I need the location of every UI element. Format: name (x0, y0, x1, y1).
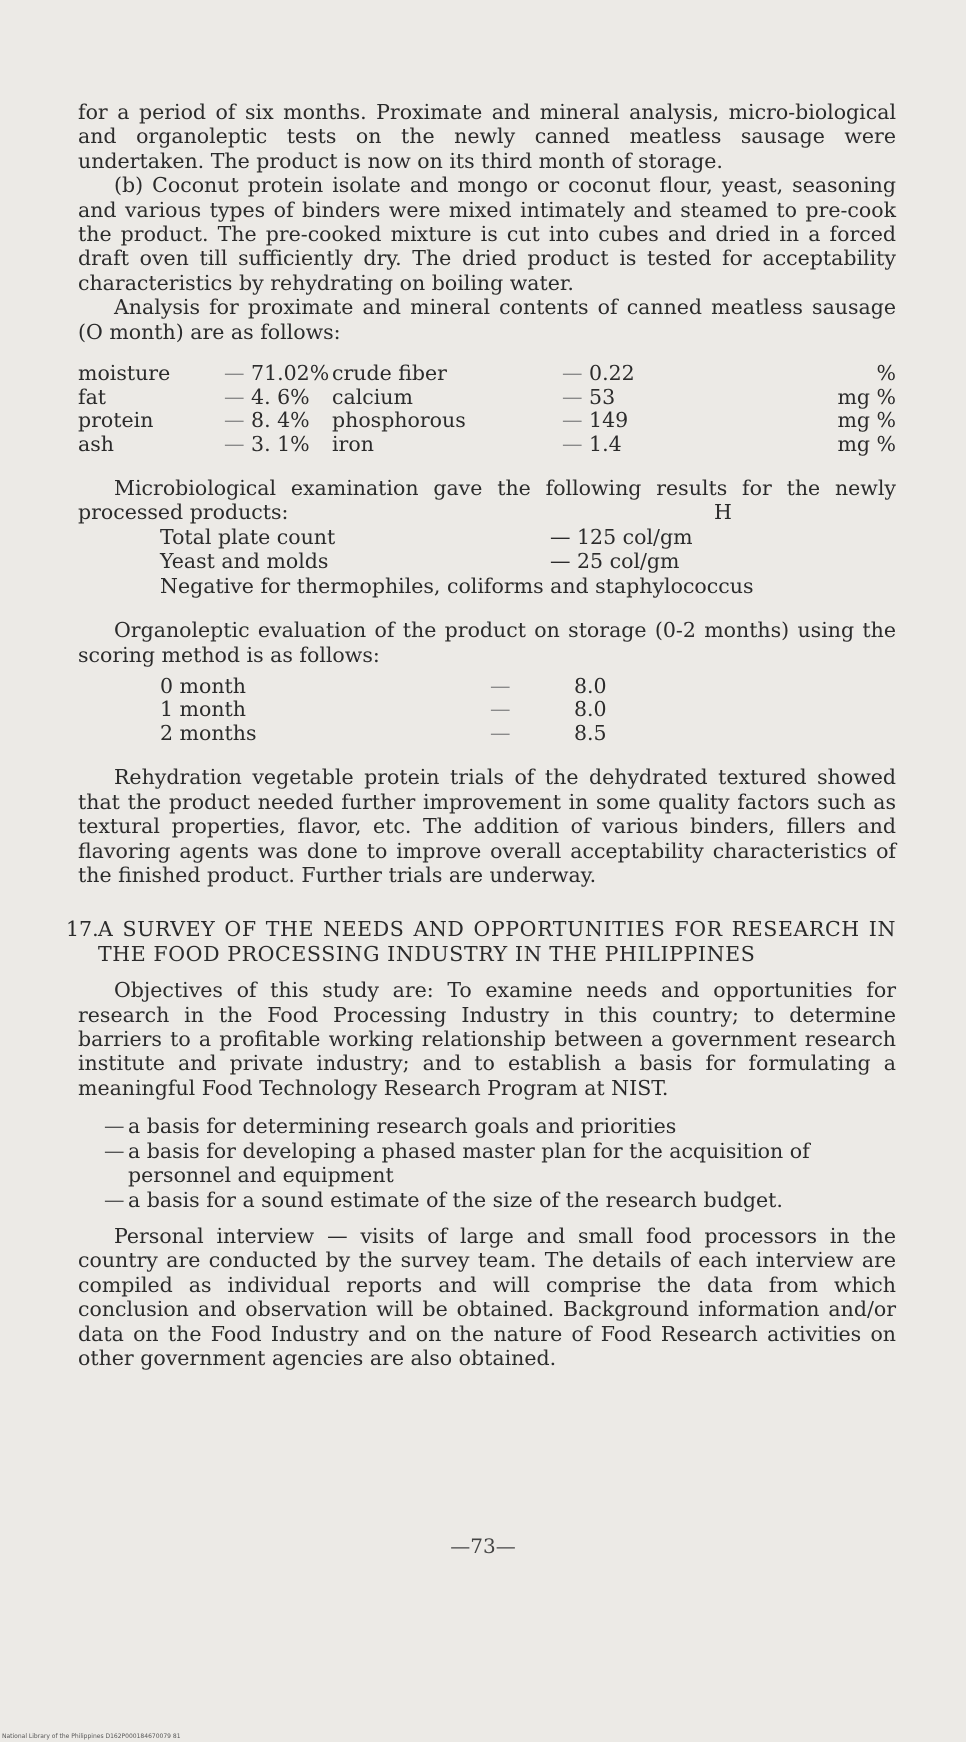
storage-period: 0 month (160, 673, 246, 698)
score-row (160, 675, 607, 699)
mineral-amount: 53 (589, 384, 616, 409)
composition-row (78, 386, 896, 410)
nutrient-name: protein (78, 408, 154, 433)
micro-section (78, 476, 896, 525)
bullet-dash: — (104, 1187, 125, 1212)
composition-table (78, 362, 896, 456)
mineral-name: phosphorous (332, 408, 466, 433)
mineral-amount: 149 (589, 408, 629, 433)
mineral-unit: mg % (837, 431, 896, 456)
nutrient-amount: 4. 6% (251, 384, 310, 409)
dash: — (224, 361, 245, 386)
footer-stamp: National Library of the Philippines D162P000184670079 81 (2, 1733, 181, 1740)
bullet-list (104, 1114, 896, 1212)
nutrient-amount: 71.02% (251, 361, 330, 386)
composition-row (78, 433, 896, 457)
micro-value: — 125 col/gm (550, 524, 693, 549)
mineral-name: crude fiber (332, 361, 447, 386)
mineral-unit: mg % (837, 384, 896, 409)
section-title: A SURVEY OF THE NEEDS AND OPPORTUNITIES FOR RESEARCH IN THE FOOD PROCESSING INDUSTRY IN THE PHILIPPINES (98, 917, 896, 966)
mineral-amount: 1.4 (589, 431, 622, 456)
nutrient-name: fat (78, 384, 107, 409)
score-value: 8.0 (574, 673, 607, 698)
dash: — (562, 408, 583, 433)
nutrient-name: ash (78, 431, 114, 456)
composition-row (78, 409, 896, 433)
paragraph-microbiological: Microbiological examination gave the following results for the newly processed products: (78, 476, 896, 525)
score-value: 8.5 (574, 720, 607, 745)
paragraph-analysis-intro: Analysis for proximate and mineral contents of canned meatless sausage (O month) are as follows: (78, 295, 896, 344)
paragraph-storage-intro: for a period of six months. Proximate and mineral analysis, micro-biological and organoleptic tests on the newly canned meatless sausage were undertaken. The product is now on its third month of storage. (78, 100, 896, 173)
composition-row (78, 362, 896, 386)
nutrient-name: moisture (78, 361, 171, 386)
bullet-dash: — (104, 1138, 125, 1163)
micro-row (160, 549, 896, 573)
mineral-name: iron (332, 431, 374, 456)
bullet-dash: — (104, 1114, 125, 1139)
paragraph-rehydration: Rehydration vegetable protein trials of the dehydrated textured showed that the product needed further improvement in some quality factors such as textural properties, flavor, etc. The addition of various binders, fillers and flavoring agents was done to improve overall acceptability characteristics of the finished product. Further trials are underway. (78, 765, 896, 888)
bullet-item (104, 1139, 896, 1188)
section-number: 17. (66, 917, 99, 942)
nutrient-value (224, 433, 332, 457)
nutrient-value (224, 362, 332, 386)
page-number: —73— (450, 1534, 516, 1558)
document-page (66, 100, 896, 1370)
mineral-value (482, 433, 712, 457)
bullet-text: a basis for determining research goals and priorities (128, 1114, 677, 1139)
mineral-unit: mg % (837, 408, 896, 433)
paragraph-interview: Personal interview — visits of large and small food processors in the country are conducted by the survey team. The details of each interview are compiled as individual reports and will comprise the data from which conclusion and observation will be obtained. Background information and/or data on the Food Industry and on the nature of Food Research activities on other government agencies are also obtained. (78, 1223, 896, 1370)
micro-results (160, 525, 896, 574)
bullet-text: a basis for a sound estimate of the size of the research budget. (128, 1187, 783, 1212)
dash: — (562, 384, 583, 409)
dash: — (490, 697, 511, 722)
dash: — (562, 431, 583, 456)
paragraph-organoleptic: Organoleptic evaluation of the product on storage (0-2 months) using the scoring method is as follows: (78, 618, 896, 667)
scores-table (160, 675, 607, 746)
dash: — (490, 720, 511, 745)
mineral-value (482, 409, 712, 433)
section-heading (66, 917, 896, 966)
mineral-amount: 0.22 (589, 361, 635, 386)
mineral-value (482, 362, 712, 386)
dash: — (224, 431, 245, 456)
nutrient-value (224, 409, 332, 433)
dash: — (490, 673, 511, 698)
dash: — (224, 384, 245, 409)
micro-label: Yeast and molds (160, 549, 329, 574)
dash: — (224, 408, 245, 433)
h-mark: H (714, 500, 732, 525)
score-row (160, 722, 607, 746)
mineral-unit: % (876, 361, 896, 386)
mineral-value (482, 386, 712, 410)
paragraph-objectives: Objectives of this study are: To examine needs and opportunities for research in the Food Processing Industry in this country; to determine barriers to a profitable working relationship between a government research institute and private industry; and to establish a basis for formulating a meaningful Food Technology Research Program at NIST. (78, 978, 896, 1100)
dash: — (562, 361, 583, 386)
nutrient-amount: 8. 4% (251, 408, 310, 433)
storage-period: 1 month (160, 697, 246, 722)
negative-results: Negative for thermophiles, coliforms and staphylococcus (160, 573, 754, 598)
mineral-name: calcium (332, 384, 413, 409)
micro-row (160, 525, 896, 549)
micro-value: — 25 col/gm (550, 549, 680, 574)
storage-period: 2 months (160, 720, 257, 745)
nutrient-amount: 3. 1% (251, 431, 310, 456)
score-value: 8.0 (574, 697, 607, 722)
nutrient-value (224, 386, 332, 410)
bullet-item (104, 1114, 896, 1138)
micro-label: Total plate count (160, 524, 336, 549)
score-row (160, 698, 607, 722)
bullet-item (104, 1188, 896, 1212)
paragraph-coconut-protein: (b) Coconut protein isolate and mongo or coconut flour, yeast, seasoning and various types of binders were mixed intimately and steamed to pre-cook the product. The pre-cooked mixture is cut into cubes and dried in a forced draft oven till sufficiently dry. The dried product is tested for acceptability characteristics by rehydrating on boiling water. (78, 173, 896, 295)
bullet-text: a basis for developing a phased master plan for the acquisition of personnel and equipment (128, 1138, 810, 1188)
